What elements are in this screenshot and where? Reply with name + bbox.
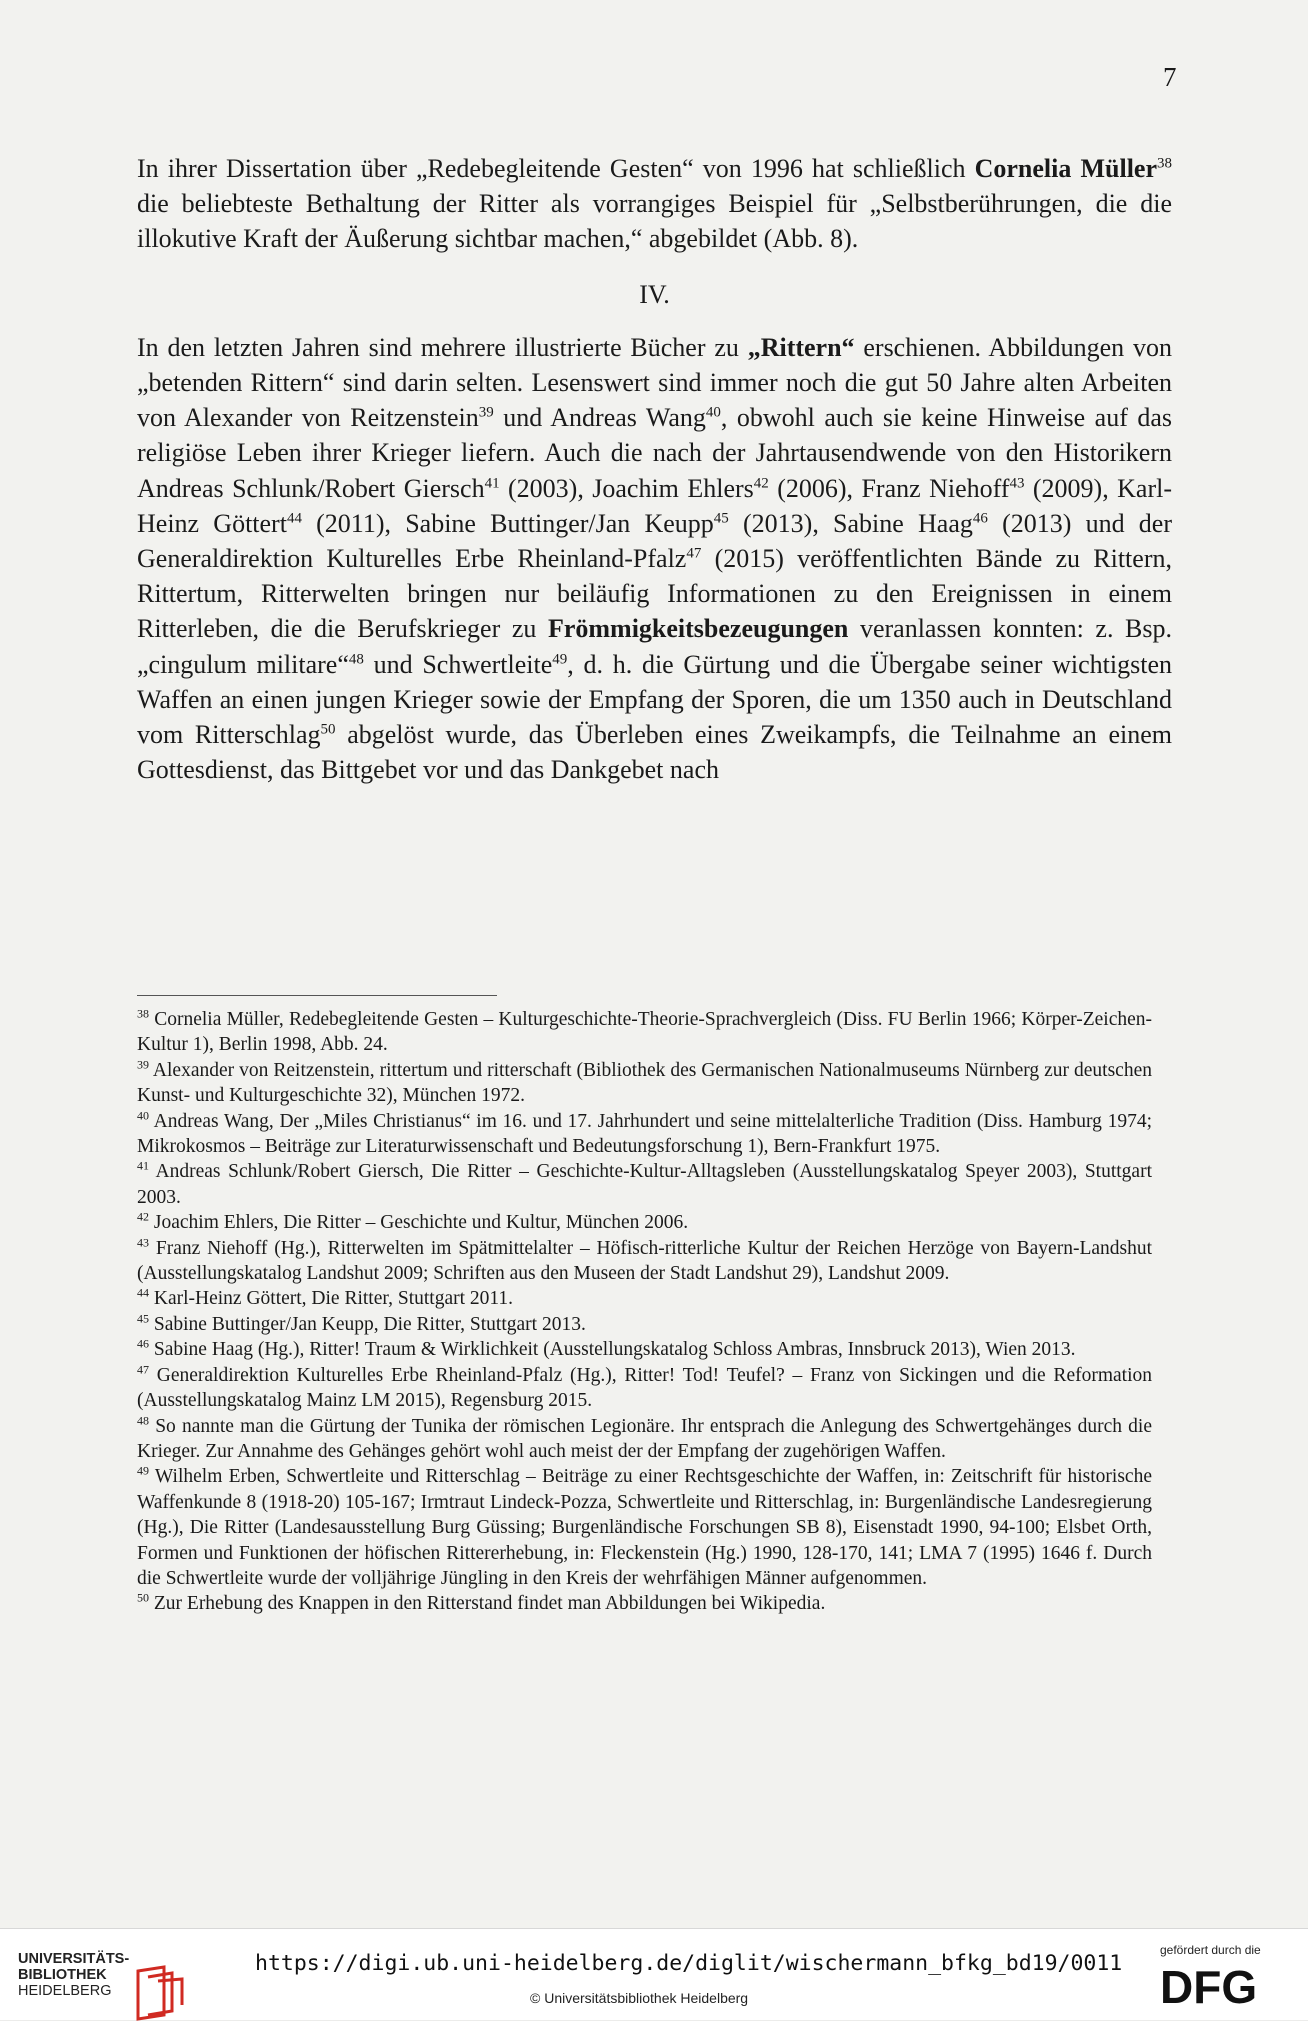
footnote: $^{46}$ Sabine Haag (Hg.), Ritter! Traum & Wirklichkeit (Ausstellungskatalog Schloss Ambras, Innsbruck 2013), Wien 2013. [137,1336,1076,1361]
footnote: $^{42}$ Joachim Ehlers, Die Ritter – Geschichte und Kultur, München 2006. [137,1209,689,1234]
library-name-line-3: HEIDELBERG [18,1983,112,1999]
footnote-ref-41[interactable]: 41 [484,474,500,491]
main-text [137,151,1172,787]
footnotes [137,1007,1152,1617]
footnote: $^{41}$ Andreas Schlunk/Robert Giersch, Die Ritter – Geschichte-Kultur-Alltagsleben (Ausstellungskatalog Speyer 2003), Stuttgart 2003. [137,1158,1152,1208]
footnote: $^{49}$ Wilhelm Erben, Schwertleite und Ritterschlag – Beiträge zu einer Rechtsgeschichte der Waffen, in: Zeitschrift für historische Waffenkunde 8 (1918-20) 105-167; Irmtraut Lindeck-Pozza, Schwertleite und Ritterschlag, in: Burgenländische Landesregierung (Hg.), Die Ritter (Landesausstellung Burg Güssing; Burgenländische Forschungen SB 8), Eisenstadt 1990, 94-100; Elsbet Orth, Formen und Funktionen der höfischen Rittererhebung, in: Fleckenstein (Hg.) 1990, 128-170, 141; LMA 7 (1995) 1646 f. Durch die Schwertleite wurde der volljährige Jüngling in den Kreis der wehrfähigen Männer aufgenommen. [137,1463,1152,1589]
footnote-ref-43[interactable]: 43 [1009,474,1025,491]
copyright-text: © Universitätsbibliothek Heidelberg [530,1990,749,2006]
dfg-logo-icon[interactable] [1160,1963,1290,2007]
footnote-ref-44[interactable]: 44 [286,510,302,527]
term-froemmigkeitsbezeugungen: Frömmigkeitsbezeugungen [547,614,849,644]
footnote-divider [137,995,497,996]
paragraph-2: In den letzten Jahren sind mehrere illustrierte Bücher zu „Rittern“ erschienen. Abbildungen von „betenden Rittern“ sind darin selten. Lesenswert sind immer noch die gut 50 Jahre alten Arbeiten von Alexander von Reitzenstein$^{39}$ und Andreas Wang$^{40}$, obwohl auch sie keine Hinweise auf das religiöse Leben ihrer Krieger liefern. Auch die nach der Jahrtausendwende von den Historikern Andreas Schlunk/Robert Giersch$^{41}$ (2003), Joachim Ehlers$^{42}$ (2006), Franz Niehoff$^{43}$ (2009), Karl-Heinz Göttert$^{44}$ (2011), Sabine Buttinger/Jan Keupp$^{45}$ (2013), Sabine Haag$^{46}$ (2013) und der Generaldirektion Kulturelles Erbe Rheinland-Pfalz$^{47}$ (2015) veröffentlichten Bände zu Rittern, Rittertum, Ritterwelten bringen nur beiläufig Informationen zu den Ereignissen in einem Ritterleben, die die Berufskrieger zu Frömmigkeitsbezeugungen veranlassen konnten: z. Bsp. „cingulum militare“$^{48}$ und Schwertleite$^{49}$, d. h. die Gürtung und die Übergabe seiner wichtigsten Waffen an einen jungen Krieger sowie der Empfang der Sporen, die um 1350 auch in Deutschland vom Ritterschlag$^{50}$ abgelöst wurde, das Überleben eines Zweikampfs, die Teilnahme an einem Gottesdienst, das Bittgebet vor und das Dankgebet nach [137,332,1173,785]
permalink-url[interactable]: https://digi.ub.uni-heidelberg.de/diglit/wischermann_bfkg_bd19/0011 [255,1951,1123,1976]
footnote-ref-40[interactable]: 40 [705,404,721,421]
paragraph-1: In ihrer Dissertation über „Redebegleitende Gesten“ von 1996 hat schließlich Cornelia Müller$^{38}$ die beliebteste Bethaltung der Ritter als vorrangiges Beispiel für „Selbstberührungen, die die illokutive Kraft der Äußerung sichtbar machen,“ abgebildet (Abb. 8). [137,154,1172,254]
footnote-ref-46[interactable]: 46 [972,510,988,527]
page-number: 7 [1163,62,1177,92]
section-heading: IV. [639,279,670,309]
footnote-ref-49[interactable]: 49 [552,650,568,667]
footnote: $^{44}$ Karl-Heinz Göttert, Die Ritter, Stuttgart 2011. [137,1285,514,1310]
ub-heidelberg-logo-icon [134,1965,186,2021]
footnote-ref-42[interactable]: 42 [753,474,769,491]
footnote-ref-45[interactable]: 45 [713,510,729,527]
footnote-ref-39[interactable]: 39 [478,404,494,421]
library-logo[interactable] [18,1951,188,2007]
footnote: $^{48}$ So nannte man die Gürtung der Tunika der römischen Legionäre. Ihr entsprach die Anlegung des Schwertgehänges durch die Krieger. Zur Annahme des Gehänges gehört wohl auch meist der der Empfang der zugehörigen Waffen. [137,1413,1153,1462]
footnote-ref-50[interactable]: 50 [320,721,336,738]
term-rittern: „Rittern“ [747,332,855,362]
footnote: $^{43}$ Franz Niehoff (Hg.), Ritterwelten im Spätmittelalter – Höfisch-ritterliche Kultur der Reichen Herzöge von Bayern-Landshut (Ausstellungskatalog Landshut 2009; Schriften aus den Museen der Stadt Landshut 29), Landshut 2009. [137,1235,1153,1285]
footnote: $^{45}$ Sabine Buttinger/Jan Keupp, Die Ritter, Stuttgart 2013. [137,1311,586,1335]
viewer-footer [0,1928,1308,2020]
footnote: $^{38}$ Cornelia Müller, Redebegleitende Gesten – Kulturgeschichte-Theorie-Sprachvergleich (Diss. FU Berlin 1966; Körper-Zeichen-Kultur 1), Berlin 1998, Abb. 24. [137,1006,1153,1056]
footnote-ref-38[interactable]: 38 [1157,155,1172,172]
funding-note: gefördert durch die [1160,1943,1261,1957]
footnote-ref-47[interactable]: 47 [686,545,702,562]
footnote: $^{47}$ Generaldirektion Kulturelles Erbe Rheinland-Pfalz (Hg.), Ritter! Tod! Teufel? – Franz von Sickingen und die Reformation (Ausstellungskatalog Mainz LM 2015), Regensburg 2015. [137,1362,1152,1412]
footnote: $^{39}$ Alexander von Reitzenstein, rittertum und ritterschaft (Bibliothek des Germanischen Nationalmuseums Nürnberg zur deutschen Kunst- und Kulturgeschichte 32), München 1972. [137,1057,1152,1107]
name-cornelia-mueller: Cornelia Müller [974,154,1157,183]
footnote-ref-48[interactable]: 48 [348,650,364,667]
library-name-line-1: UNIVERSITÄTS- [18,1951,130,1967]
footnote: $^{40}$ Andreas Wang, Der „Miles Christianus“ im 16. und 17. Jahrhundert und seine mittelalterliche Tradition (Diss. Hamburg 1974; Mikrokosmos – Beiträge zur Literaturwissenschaft und Bedeutungsforschung 1), Bern-Frankfurt 1975. [137,1108,1152,1158]
dfg-logo-text: DFG [1160,1963,1258,2007]
footnote: $^{50}$ Zur Erhebung des Knappen in den Ritterstand findet man Abbildungen bei Wikipedia. [137,1590,826,1615]
library-name-line-2: BIBLIOTHEK [18,1967,107,1983]
